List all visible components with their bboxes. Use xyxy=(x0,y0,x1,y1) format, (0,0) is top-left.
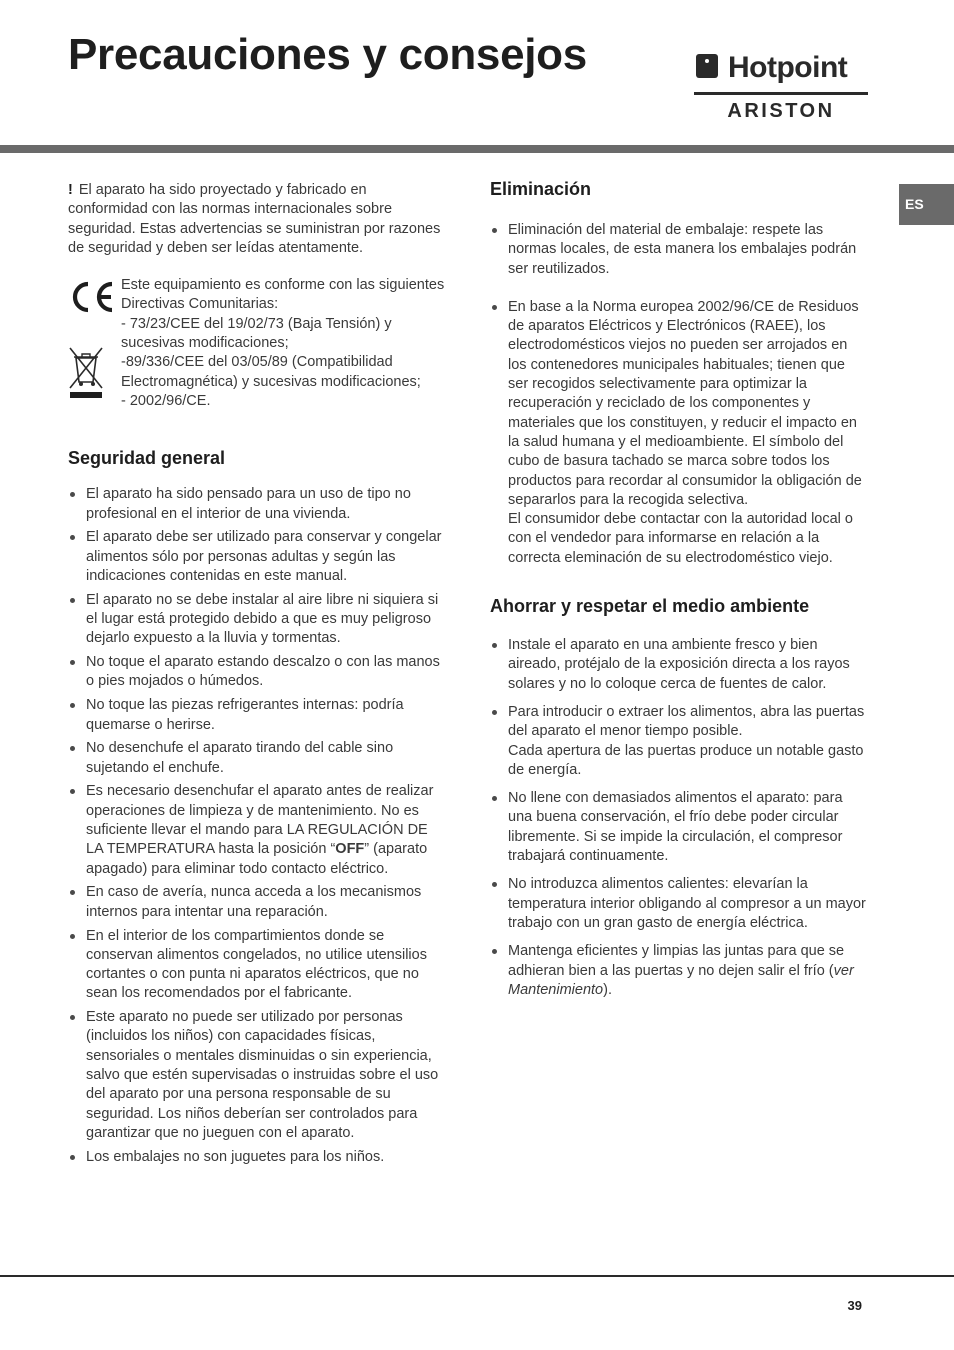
item-text: Para introducir o extraer los alimentos, abra las puertas del aparato el menor tiempo posible. xyxy=(508,703,865,740)
brand-sub: ARISTON xyxy=(727,100,835,122)
list-item: Instale el aparato en una ambiente fresco y bien aireado, protéjalo de la exposición directa a los rayos solares y no lo coloque cerca de fuentes de calor. xyxy=(490,636,868,694)
list-item: Este aparato no puede ser utilizado por personas (incluidos los niños) con capacidades físicas, sensoriales o mentales disminuidas o sin experiencia, salvo que estén supervisadas o instruidas sobre el uso del aparato por una persona responsable de su seguridad. Los niños deberían ser controlados para garantizar que no jueguen con el aparato. xyxy=(68,1008,446,1143)
list-item: En caso de avería, nunca acceda a los mecanismos internos para intentar una reparación. xyxy=(68,883,446,922)
item-text: En base a la Norma europea 2002/96/CE de Residuos de aparatos Eléctricos y Electrónicos (RAEE), los electrodomésticos viejos no pueden ser arrojados en los contenedores municipales habituales; tienen que ser recogidos selectivamente para optimizar la recuperación y reciclado de los componentes y materiales que los constituyen, y reducir el impacto en la salud humana y el medioambiente. El símbolo del cubo de basura tachado se marca sobre todos los productos para recordar al consumidor la obligación de separarlos para la recogida selectiva. xyxy=(508,298,862,508)
list-item: No toque las piezas refrigerantes internas: podría quemarse o herirse. xyxy=(68,696,446,735)
directive-line: - 2002/96/CE. xyxy=(121,392,211,409)
list-item: Los embalajes no son juguetes para los niños. xyxy=(68,1148,446,1167)
list-item: El aparato no se debe instalar al aire libre ni siquiera si el lugar está protegido debido a que es muy peligroso dejarlo expuesto a la lluvia y tormentas. xyxy=(68,591,446,649)
language-tab: ES xyxy=(899,184,954,225)
directive-line: - 73/23/CEE del 19/02/73 (Baja Tensión) y sucesivas modificaciones; xyxy=(121,315,392,352)
list-item xyxy=(68,782,446,878)
directive-line: -89/336/CEE del 03/05/89 (Compatibilidad Electromagnética) y sucesivas modificaciones; xyxy=(121,354,421,390)
list-item: El aparato ha sido pensado para un uso de tipo no profesional en el interior de una vivienda. xyxy=(68,485,446,524)
item-text: El consumidor debe contactar con la autoridad local o con el vendedor para informarse en relación a la correcta eleminación de su electrodoméstico viejo. xyxy=(508,511,853,566)
directives-block xyxy=(68,276,446,411)
brand-logo xyxy=(694,50,868,126)
ahorro-list xyxy=(490,636,868,1000)
header-rule xyxy=(0,145,954,153)
intro-text: El aparato ha sido proyectado y fabricado en conformidad con las normas internacionales sobre seguridad. Estas advertencias se suministran por razones de seguridad y deben ser leídas atentamente. xyxy=(68,182,441,256)
list-item: No llene con demasiados alimentos el aparato: para una buena conservación, el frío debe poder circular libremente. Si se impide la circulación, el compresor trabajará continuamente. xyxy=(490,789,868,866)
ce-mark-icon xyxy=(68,280,116,314)
hotpoint-mark-icon xyxy=(696,54,718,78)
right-column xyxy=(490,178,868,1009)
intro-paragraph xyxy=(68,181,446,258)
list-item: El aparato debe ser utilizado para conservar y congelar alimentos sólo por personas adultas y según las indicaciones contenidas en este manual. xyxy=(68,528,446,586)
list-item: No toque el aparato estando descalzo o con las manos o pies mojados o húmedos. xyxy=(68,653,446,692)
list-item xyxy=(490,298,868,568)
page-title: Precauciones y consejos xyxy=(68,30,587,79)
off-position-label: OFF xyxy=(335,841,365,858)
section-heading-ahorro: Ahorrar y respetar el medio ambiente xyxy=(490,596,810,617)
item-text: Cada apertura de las puertas produce un notable gasto de energía. xyxy=(508,742,864,778)
section-heading-eliminacion: Eliminación xyxy=(490,179,592,199)
item-text: ” (aparato apagado) para eliminar todo contacto eléctrico. xyxy=(86,841,428,877)
item-text: Es necesario desenchufar el aparato antes de realizar operaciones de limpieza y de mantenimiento. No es suficiente llevar el mando para LA REGULACIÓN DE LA TEMPERATURA hasta la posición “ xyxy=(86,783,434,858)
brand-name: Hotpoint xyxy=(728,51,848,84)
cross-reference: ver Mantenimiento xyxy=(508,962,854,998)
logo-divider xyxy=(694,92,868,95)
item-text: Mantenga eficientes y limpias las juntas para que se adhieran bien a las puertas y no dejen salir el frío ( xyxy=(508,943,845,979)
crossed-bin-icon xyxy=(68,346,104,400)
directive-line: Este equipamiento es conforme con las siguientes Directivas Comunitarias: xyxy=(121,277,445,313)
list-item: No desenchufe el aparato tirando del cable sino sujetando el enchufe. xyxy=(68,739,446,778)
list-item xyxy=(490,703,868,780)
section-heading-seguridad: Seguridad general xyxy=(68,448,226,469)
list-item xyxy=(490,942,868,1000)
list-item: En el interior de los compartimientos donde se conservan alimentos congelados, no utilice utensilios cortantes o con punta ni aparatos eléctricos, que no sean los recomendados por el fabricante. xyxy=(68,927,446,1004)
list-item: Eliminación del material de embalaje: respete las normas locales, de esta manera los embalajes podrán ser reutilizados. xyxy=(490,221,868,279)
left-column xyxy=(68,181,446,1172)
page-number: 39 xyxy=(847,1298,862,1313)
warning-mark: ! xyxy=(68,182,73,198)
footer-rule xyxy=(0,1275,954,1277)
eliminacion-list xyxy=(490,221,868,568)
item-text: ). xyxy=(603,981,612,998)
list-item: No introduzca alimentos calientes: elevarían la temperatura interior obligando al compresor a un mayor trabajo con un gran gasto de energía eléctrica. xyxy=(490,875,868,933)
seguridad-list xyxy=(68,485,446,1167)
